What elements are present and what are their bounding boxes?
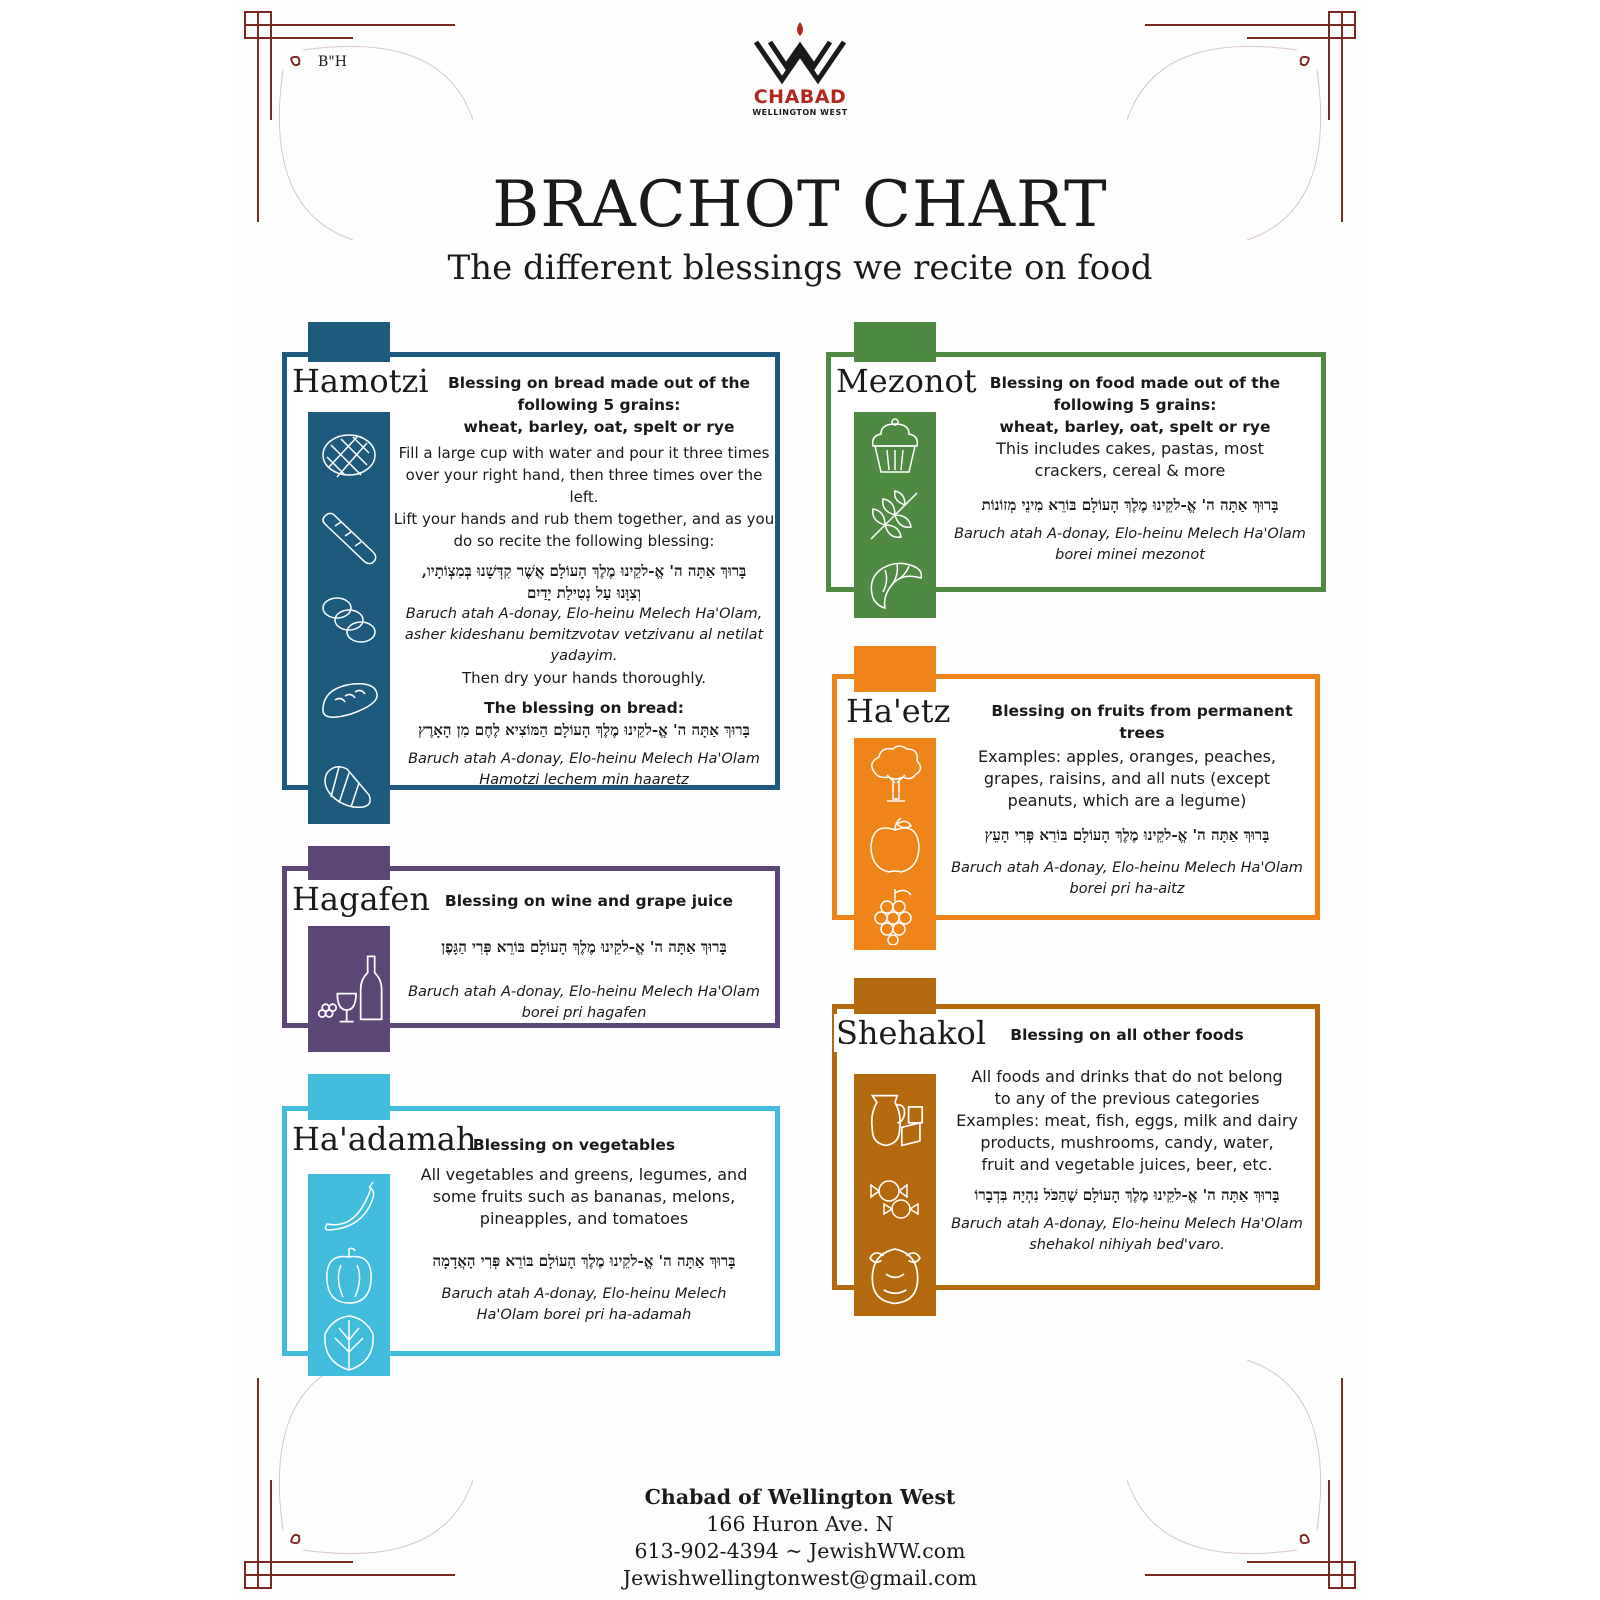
hebrew-blessing: בָּרוּךְ אַתָּה ה' אֱ-לקֵינוּ מֶלֶךְ הָעוֹלָם אֲשֶׁר קִדְּשָׁנוּ בְּמִצְוֹתָיו, וְצִוָּנוּ עַל נְטִילַת יָדַיִם xyxy=(421,562,747,602)
chicken-icon xyxy=(861,1240,929,1308)
icon-strip xyxy=(308,926,390,1052)
bh-mark: B"H xyxy=(318,54,347,70)
transliteration: Baruch atah A-donay, Elo-heinu Melech Ha'Olam shehakol nihiyah bed'varo. xyxy=(951,1216,1303,1253)
after-text: Then dry your hands thoroughly. xyxy=(461,669,707,687)
transliteration: Baruch atah A-donay, Elo-heinu Melech Ha'Olam, asher kideshanu bemitzvotav vetzivanu al netilat yadayim. xyxy=(404,606,764,664)
card-content xyxy=(392,372,776,791)
transliteration: Baruch atah A-donay, Elo-heinu Melech Ha'Olam borei minei mezonot xyxy=(954,526,1306,563)
lettuce-icon xyxy=(319,1312,379,1372)
hebrew-blessing: בָּרוּךְ אַתָּה ה' אֱ-לקֵינוּ מֶלֶךְ הָעוֹלָם הַמּוֹצִיא לֶחֶם מִן הָאָרֶץ xyxy=(418,721,750,739)
card-body: All vegetables and greens, legumes, and some fruits such as bananas, melons, pineapples, and tomatoes xyxy=(420,1165,748,1228)
card-title: Hamotzi xyxy=(292,362,429,400)
card-title: Ha'etz xyxy=(846,692,951,730)
tree-icon xyxy=(865,743,925,803)
sliced-bread-icon xyxy=(319,753,379,813)
candy-icon xyxy=(865,1165,925,1225)
wine-bottle-icon xyxy=(314,954,384,1024)
cupcake-icon xyxy=(865,416,925,476)
footer-contact: 613-902-4394 ~ JewishWW.com xyxy=(634,1539,966,1563)
apple-icon xyxy=(865,814,925,874)
hebrew-blessing: בָּרוּךְ אַתָּה ה' אֱ-לקֵינוּ מֶלֶךְ הָעוֹלָם שֶׁהַכֹּל נִהְיָה בִּדְבָרוֹ xyxy=(974,1186,1280,1204)
card-title: Shehakol xyxy=(836,1014,987,1052)
card-tab xyxy=(854,646,936,692)
card-description: Blessing on fruits from permanent trees xyxy=(991,702,1293,742)
card-tab xyxy=(308,1074,390,1122)
croissant-icon xyxy=(865,554,925,614)
hebrew-blessing: בָּרוּךְ אַתָּה ה' אֱ-לקֵינוּ מֶלֶךְ הָעוֹלָם בּוֹרֵא מִינֵי מְזוֹנוֹת xyxy=(981,496,1279,514)
icon-strip xyxy=(854,738,936,950)
footer xyxy=(0,1484,1600,1592)
card-description: Blessing on wine and grape juice xyxy=(444,892,734,910)
menorah-logo-icon xyxy=(752,18,848,88)
bread-loaf-icon xyxy=(319,423,379,483)
logo-subtitle: WELLINGTON WEST xyxy=(752,108,848,117)
pitcher-icon xyxy=(861,1082,929,1150)
card-description: Blessing on all other foods xyxy=(1010,1026,1244,1044)
card-description: Blessing on vegetables xyxy=(472,1136,676,1154)
challah-icon xyxy=(319,588,379,648)
page-subtitle: The different blessings we recite on food xyxy=(447,248,1153,288)
card-description: Blessing on food made out of the following 5 grains: wheat, barley, oat, spelt or rye xyxy=(989,374,1281,436)
pepper-icon xyxy=(319,1245,379,1305)
logo-name: CHABAD xyxy=(753,86,847,108)
banana-icon xyxy=(319,1178,379,1238)
icon-strip xyxy=(308,412,390,824)
card-body: Examples: apples, oranges, peaches, grapes, raisins, and all nuts (except peanuts, which are a legume) xyxy=(978,747,1276,810)
card-content xyxy=(392,890,776,1024)
transliteration: Baruch atah A-donay, Elo-heinu Melech Ha'Olam borei pri ha-aitz xyxy=(951,860,1303,897)
hebrew-blessing: בָּרוּךְ אַתָּה ה' אֱ-לקֵינוּ מֶלֶךְ הָעוֹלָם בּוֹרֵא פְּרִי הָעֵץ xyxy=(984,826,1270,844)
transliteration: Baruch atah A-donay, Elo-heinu Melech Ha'Olam borei pri ha-adamah xyxy=(441,1286,727,1323)
chabad-logo xyxy=(745,18,855,117)
icon-strip xyxy=(308,1174,390,1376)
bread-icon xyxy=(319,670,379,730)
page-title: BRACHOT CHART xyxy=(492,168,1108,242)
instructions: Fill a large cup with water and pour it three times over your right hand, then three times over the left. Lift your hands and rub them together, and as you do so recite the following blessing: xyxy=(393,444,775,550)
footer-email: Jewishwellingtonwest@gmail.com xyxy=(622,1566,978,1590)
card-title: Ha'adamah xyxy=(292,1120,477,1158)
grapes-icon xyxy=(865,885,925,945)
card-tab xyxy=(308,846,390,882)
hebrew-blessing: בָּרוּךְ אַתָּה ה' אֱ-לקֵינוּ מֶלֶךְ הָעוֹלָם בּוֹרֵא פְּרִי הָאֲדָמָה xyxy=(432,1252,736,1270)
card-body: This includes cakes, pastas, most crackers, cereal & more xyxy=(996,439,1264,480)
transliteration: Baruch atah A-donay, Elo-heinu Melech Ha'Olam borei pri hagafen xyxy=(408,984,760,1021)
card-content xyxy=(938,700,1316,900)
card-title: Hagafen xyxy=(292,880,430,918)
card-body: All foods and drinks that do not belong to any of the previous categories Examples: meat, fish, eggs, milk and dairy products, mushrooms, candy, water, fruit and vegetable juices, beer, etc. xyxy=(956,1067,1298,1174)
icon-strip xyxy=(854,1074,936,1316)
wheat-icon xyxy=(865,485,925,545)
baguette-icon xyxy=(319,506,379,566)
footer-address: 166 Huron Ave. N xyxy=(706,1512,894,1536)
footer-org: Chabad of Wellington West xyxy=(644,1485,956,1509)
card-description: Blessing on bread made out of the following 5 grains: wheat, barley, oat, spelt or rye xyxy=(447,374,751,436)
transliteration: Baruch atah A-donay, Elo-heinu Melech Ha'Olam Hamotzi lechem min haaretz xyxy=(408,751,760,788)
icon-strip xyxy=(854,412,936,618)
card-content xyxy=(938,372,1322,566)
card-content xyxy=(938,1024,1316,1256)
bread-label: The blessing on bread: xyxy=(484,699,684,717)
card-title: Mezonot xyxy=(836,362,977,400)
card-content xyxy=(392,1134,776,1326)
hebrew-blessing: בָּרוּךְ אַתָּה ה' אֱ-לקֵינוּ מֶלֶךְ הָעוֹלָם בּוֹרֵא פְּרִי הַגָּפֶן xyxy=(441,938,727,956)
